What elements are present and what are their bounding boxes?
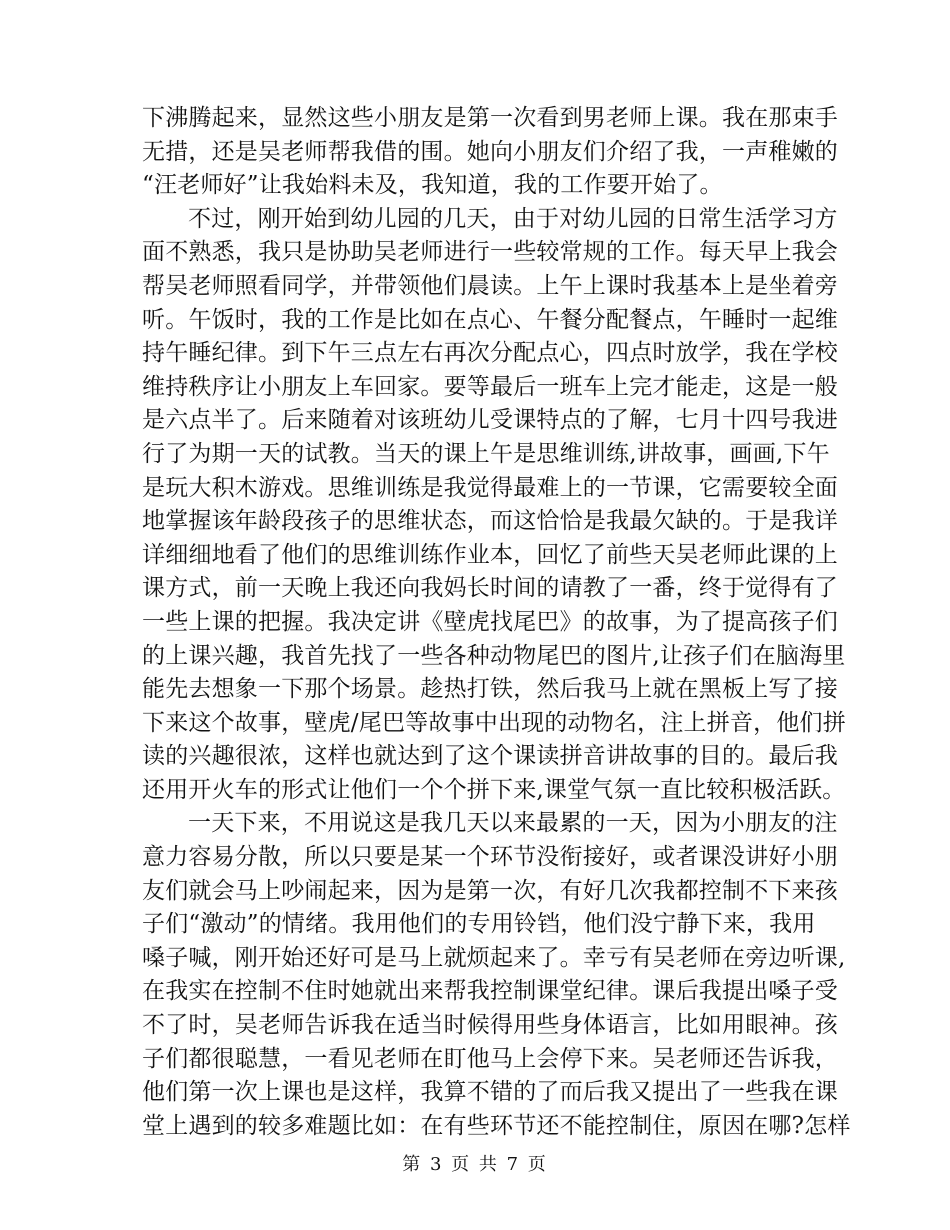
text-line: 持午睡纪律。到下午三点左右再次分配点心，四点时放学，我在学校	[142, 340, 838, 367]
text-line: 不了时，吴老师告诉我在适当时候得用些身体语言，比如用眼神。孩	[142, 1012, 838, 1039]
text-line: 的上课兴趣，我首先找了一些各种动物尾巴的图片,让孩子们在脑海里	[142, 642, 846, 669]
text-line: 一些上课的把握。我决定讲《壁虎找尾巴》的故事，为了提高孩子们	[142, 608, 838, 635]
text-line: 堂上遇到的较多难题比如：在有些环节还不能控制住，原因在哪?怎样	[142, 1112, 851, 1139]
paragraph-start-line: 一天下来，不用说这是我几天以来最累的一天，因为小朋友的注	[188, 810, 838, 837]
text-line: 他们第一次上课也是这样，我算不错的了而后我又提出了一些我在课	[142, 1079, 838, 1106]
text-line: 子们都很聪慧，一看见老师在盯他马上会停下来。吴老师还告诉我，	[142, 1045, 838, 1072]
text-line: 是六点半了。后来随着对该班幼儿受课特点的了解，七月十四号我进	[142, 407, 838, 434]
text-line: 友们就会马上吵闹起来，因为是第一次，有好几次我都控制不下来孩	[142, 877, 838, 904]
text-line: 详细细地看了他们的思维训练作业本，回忆了前些天吴老师此课的上	[142, 541, 838, 568]
text-line: 下来这个故事，壁虎/尾巴等故事中出现的动物名，注上拼音，他们拼	[142, 709, 846, 736]
text-line: 听。午饭时，我的工作是比如在点心、午餐分配餐点，午睡时一起维	[142, 306, 838, 333]
text-line: 维持秩序让小朋友上车回家。要等最后一班车上完才能走，这是一般	[142, 373, 838, 400]
text-line: “汪老师好”让我始料未及，我知道，我的工作要开始了。	[142, 172, 723, 199]
page-number-footer: 第 3 页 共 7 页	[402, 1154, 548, 1175]
text-line: 能先去想象一下那个场景。趁热打铁，然后我马上就在黑板上写了接	[142, 676, 838, 703]
text-line: 课方式，前一天晚上我还向我妈长时间的请教了一番，终于觉得有了	[142, 575, 838, 602]
text-line: 嗓子喊，刚开始还好可是马上就烦起来了。幸亏有吴老师在旁边听课,	[142, 944, 846, 971]
text-line: 无措，还是吴老师帮我借的围。她向小朋友们介绍了我，一声稚嫩的	[142, 138, 838, 165]
text-line: 读的兴趣很浓，这样也就达到了这个课读拼音讲故事的目的。最后我	[142, 743, 838, 770]
text-line: 帮吴老师照看同学，并带领他们晨读。上午上课时我基本上是坐着旁	[142, 272, 838, 299]
text-line: 面不熟悉，我只是协助吴老师进行一些较常规的工作。每天早上我会	[142, 239, 838, 266]
paragraph-start-line: 不过，刚开始到幼儿园的几天，由于对幼儿园的日常生活学习方	[188, 205, 838, 232]
text-line: 地掌握该年龄段孩子的思维状态，而这恰恰是我最欠缺的。于是我详	[142, 508, 838, 535]
text-line: 是玩大积木游戏。思维训练是我觉得最难上的一节课，它需要较全面	[142, 474, 838, 501]
text-line: 在我实在控制不住时她就出来帮我控制课堂纪律。课后我提出嗓子受	[142, 978, 838, 1005]
text-line: 子们“激动”的情绪。我用他们的专用铃铛，他们没宁静下来，我用	[142, 911, 816, 938]
text-line: 下沸腾起来，显然这些小朋友是第一次看到男老师上课。我在那束手	[142, 105, 838, 131]
text-line: 还用开火车的形式让他们一个个拼下来,课堂气氛一直比较积极活跃。	[142, 776, 846, 803]
text-line: 意力容易分散，所以只要是某一个环节没衔接好，或者课没讲好小朋	[142, 844, 838, 871]
text-line: 行了为期一天的试教。当天的课上午是思维训练,讲故事，画画,下午	[142, 440, 830, 467]
body-text	[142, 102, 851, 1143]
